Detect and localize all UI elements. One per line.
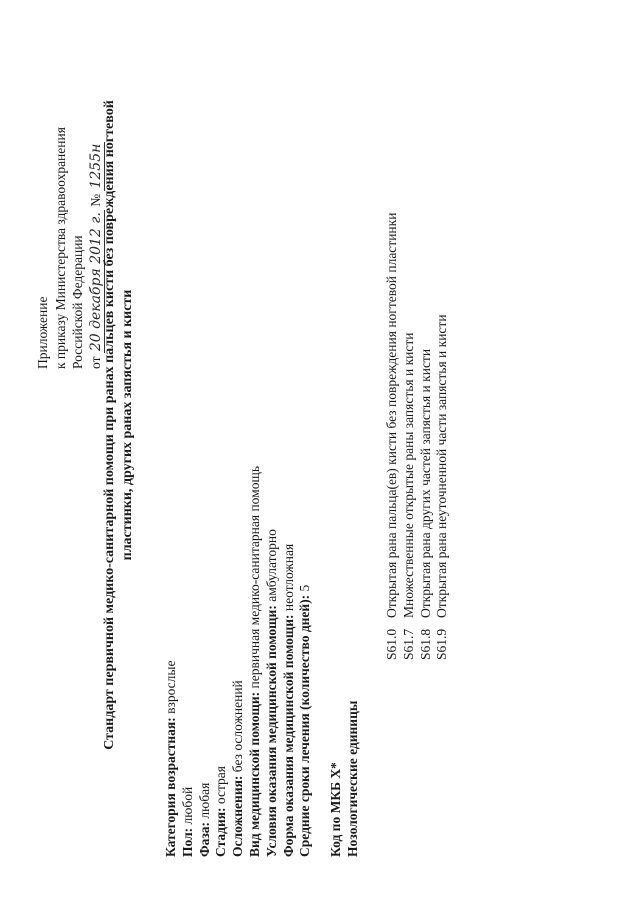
diagnosis-row <box>400 213 417 660</box>
param-value: без осложнений <box>230 680 246 773</box>
standard-title: Стандарт первичной медико-санитарной помощи при ранах пальцев кисти без повреждения ногтевой пластинки, других ранах запястья и кисти <box>102 100 135 750</box>
nosology-label: Нозологические единицы <box>345 700 360 857</box>
param-value: неотложная <box>280 543 296 612</box>
param-value: любой <box>179 786 195 825</box>
param-row <box>263 466 280 857</box>
diagnosis-text: Открытая рана неуточненной части запястья и кисти <box>434 314 450 618</box>
param-row <box>212 466 229 857</box>
param-label: Осложнения: <box>230 775 246 857</box>
appendix-label: Приложение <box>35 296 50 369</box>
diagnosis-codes-list <box>383 213 450 660</box>
param-label: Средние сроки лечения (количество дней): <box>297 594 313 857</box>
mkb-code-label: Код по МКБ X* <box>328 762 343 857</box>
handwritten-number: 1255н <box>87 143 104 189</box>
param-row <box>179 466 196 857</box>
param-value: любая <box>196 782 212 819</box>
diagnosis-code: S61.8 <box>417 628 433 660</box>
date-prefix: от <box>87 356 103 369</box>
diagnosis-text: Множественные открытые раны запястья и кисти <box>400 332 416 618</box>
param-value: первичная медико-санитарная помощь <box>246 465 262 689</box>
param-value: острая <box>213 765 229 805</box>
approval-block <box>34 127 104 369</box>
diagnosis-row <box>383 213 400 660</box>
param-label: Форма оказания медицинской помощи: <box>280 614 296 857</box>
diagnosis-text: Открытая рана пальца(ев) кисти без повреждения ногтевой пластинки <box>384 212 399 618</box>
diagnosis-code: S61.9 <box>434 628 450 660</box>
federation-label: Российской Федерации <box>70 235 85 369</box>
param-value: 5 <box>297 584 313 592</box>
handwritten-date: 20 декабря 2012 г. <box>87 212 104 352</box>
param-row <box>229 466 246 857</box>
param-row <box>162 466 179 857</box>
diagnosis-code: S61.7 <box>400 628 416 660</box>
param-label: Категория возрастная: <box>163 717 178 857</box>
param-label: Условия оказания медицинской помощи: <box>263 605 279 857</box>
param-value: амбулаторно <box>263 529 279 602</box>
param-label: Стадия: <box>213 807 229 857</box>
param-label: Фаза: <box>196 821 212 857</box>
param-label: Пол: <box>179 827 195 857</box>
number-prefix: № <box>87 193 103 207</box>
diagnosis-row <box>433 213 450 660</box>
parameters-list <box>162 466 313 857</box>
param-value: взрослые <box>163 660 178 714</box>
param-row <box>246 466 263 857</box>
diagnosis-code: S61.0 <box>384 628 399 660</box>
param-row <box>196 466 213 857</box>
param-row <box>280 466 297 857</box>
param-label: Вид медицинской помощи: <box>246 691 262 857</box>
order-reference: к приказу Министерства здравоохранения <box>52 127 68 369</box>
param-row <box>296 466 313 857</box>
diagnosis-row <box>417 213 434 660</box>
mkb-block <box>327 701 361 857</box>
diagnosis-text: Открытая рана других частей запястья и кисти <box>417 348 433 618</box>
